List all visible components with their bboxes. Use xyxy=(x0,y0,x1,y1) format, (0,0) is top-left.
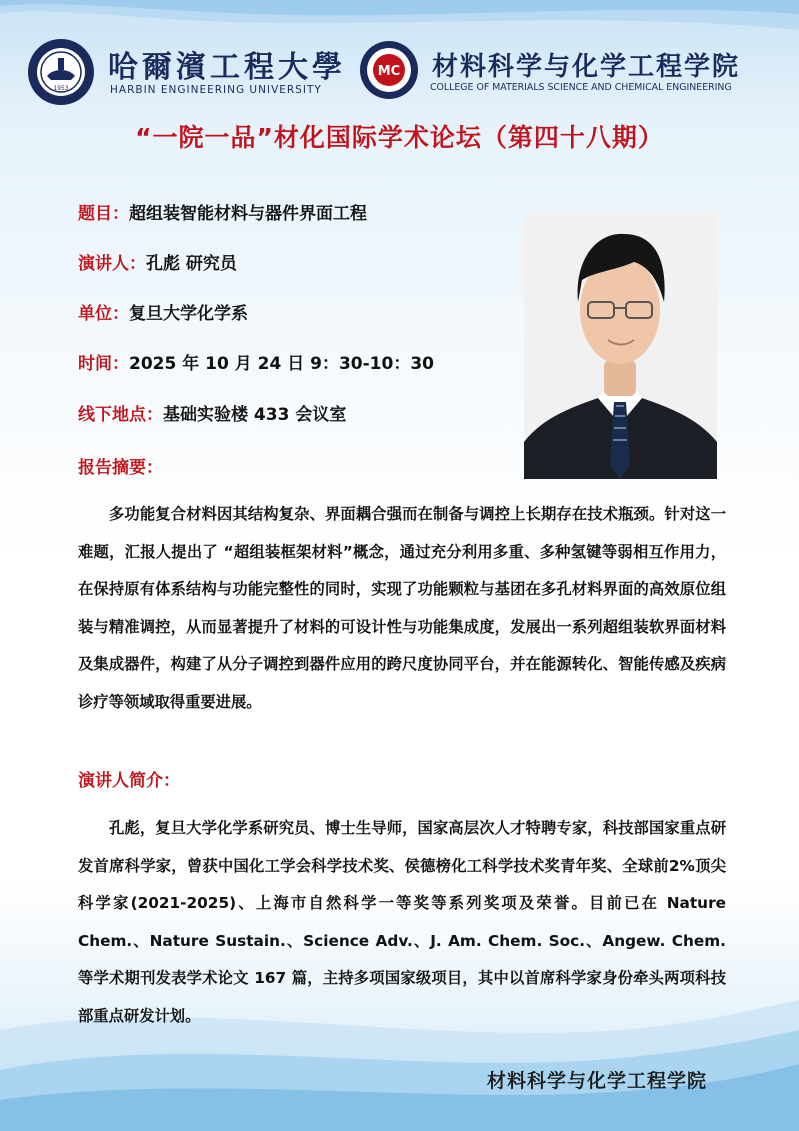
time-value: 2025 年 10 月 24 日 9：30-10：30 xyxy=(129,354,434,374)
heu-seal-icon xyxy=(27,38,95,106)
mc-emblem-icon xyxy=(359,40,419,100)
forum-title: “一院一品”材化国际学术论坛（第四十八期） xyxy=(135,123,664,152)
abstract-text: 多功能复合材料因其结构复杂、界面耦合强而在制备与调控上长期存在技术瓶颈。针对这一难题，汇报人提出了 “超组装框架材料”概念，通过充分利用多重、多种氢键等弱相互作用力，在保持原有体系结构与功能完整性的同时，实现了功能颗粒与基团在多孔材料界面的高效原位组装与精准调控，从而显著提升了材料的可设计性与功能集成度，发展出一系列超组装软界面材料及集成器件，构建了从分子调控到器件应用的跨尺度协同平台，并在能源转化、智能传感及疾病诊疗等领域取得重要进展。 xyxy=(78,505,726,711)
bio-text: 孔彪，复旦大学化学系研究员、博士生导师，国家高层次人才特聘专家，科技部国家重点研发首席科学家，曾获中国化工学会科学技术奖、侯德榜化工科学技术奖青年奖、全球前2%顶尖科学家(2021-2025)、上海市自然科学一等奖等系列奖项及荣誉。目前已在 Nature Chem.、Nature Sustain.、Science Adv.、J. Am. Chem. Soc.、Angew. Chem.等学术期刊发表学术论文 167 篇，主持多项国家级项目，其中以首席科学家身份牵头两项科技部重点研发计划。 xyxy=(78,819,726,1025)
unit-label: 单位： xyxy=(78,304,129,324)
college-name-en: COLLEGE OF MATERIALS SCIENCE AND CHEMICAL ENGINEERING xyxy=(430,82,732,93)
speaker-value: 孔彪 研究员 xyxy=(146,254,237,274)
mc-logo-text: MC xyxy=(377,64,401,79)
info-speaker xyxy=(78,249,237,274)
time-label: 时间： xyxy=(78,354,129,374)
info-place xyxy=(78,400,346,425)
place-label: 线下地点： xyxy=(78,405,163,425)
topic-label: 题目： xyxy=(78,204,129,224)
university-name-en: HARBIN ENGINEERING UNIVERSITY xyxy=(110,84,322,96)
footer-college-name: 材料科学与化学工程学院 xyxy=(487,1070,708,1092)
college-name-cn: 材料科学与化学工程学院 xyxy=(432,52,741,82)
unit-value: 复旦大学化学系 xyxy=(129,304,248,324)
page-header xyxy=(0,0,799,110)
speaker-photo xyxy=(524,210,717,479)
speaker-label: 演讲人： xyxy=(78,254,146,274)
info-topic xyxy=(78,199,367,224)
topic-value: 超组装智能材料与器件界面工程 xyxy=(129,204,367,224)
info-unit xyxy=(78,299,248,324)
info-time xyxy=(78,349,434,374)
place-value: 基础实验楼 433 会议室 xyxy=(163,405,347,425)
university-name-cn: 哈爾濱工程大學 xyxy=(108,50,346,85)
abstract-heading: 报告摘要： xyxy=(78,458,163,478)
bio-heading: 演讲人简介： xyxy=(78,771,180,791)
heu-logo-year: 1953 xyxy=(53,85,69,92)
